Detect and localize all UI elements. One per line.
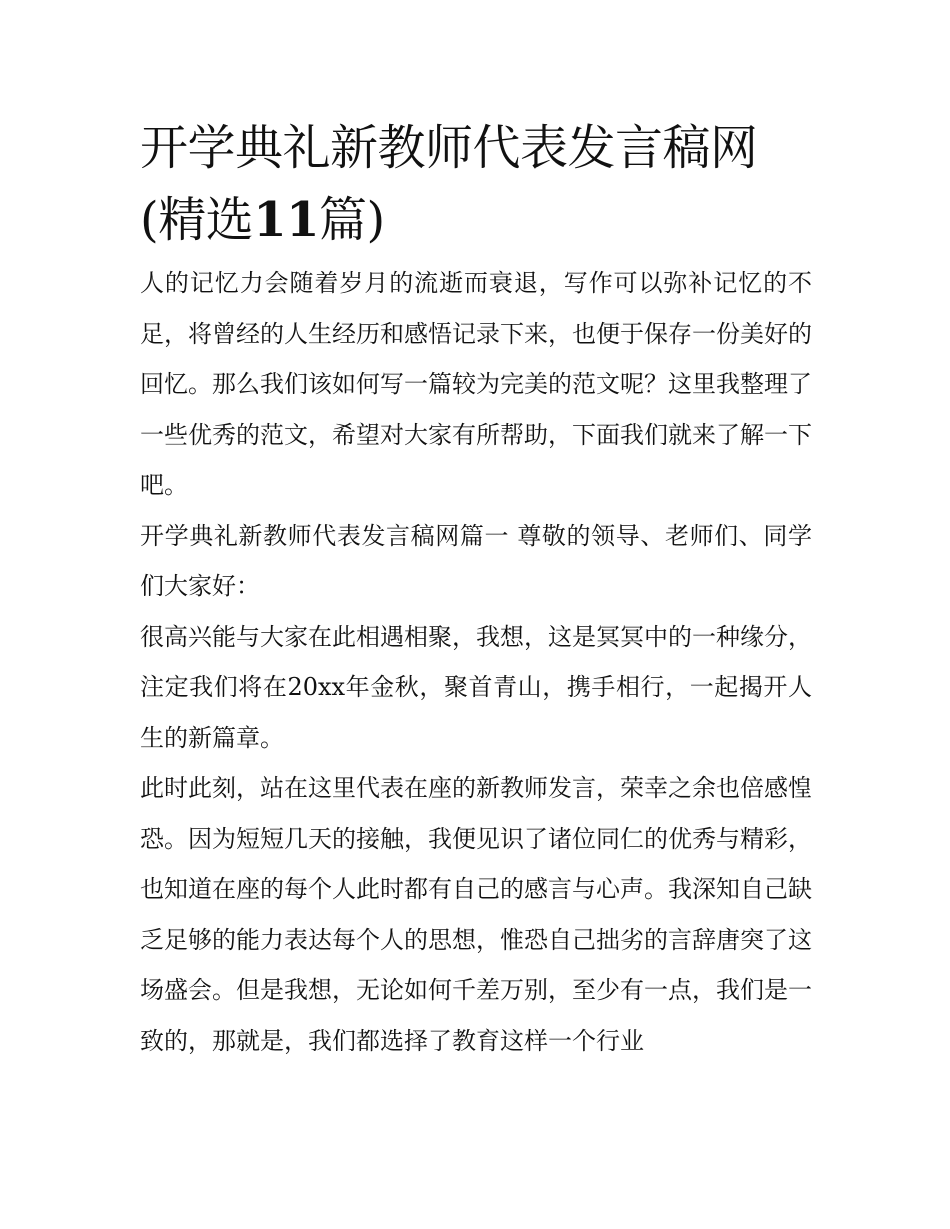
title-line-2-suffix: 篇) bbox=[319, 192, 385, 248]
title-line-2-number: 11 bbox=[253, 192, 320, 248]
body-paragraph: 很高兴能与大家在此相遇相聚，我想，这是冥冥中的一种缘分，注定我们将在20xx年金秋，聚首青山，携手相行，一起揭开人生的新篇章。 bbox=[140, 622, 812, 752]
document-title bbox=[140, 112, 812, 256]
body-paragraph: 此时此刻，站在这里代表在座的新教师发言，荣幸之余也倍感惶恐。因为短短几天的接触，我便见识了诸位同仁的优秀与精彩，也知道在座的每个人此时都有自己的感言与心声。我深知自己缺乏足够的能力表达每个人的思想，惟恐自己拙劣的言辞唐突了这场盛会。但是我想，无论如何千差万别，至少有一点，我们是一致的，那就是，我们都选择了教育这样一个行业 bbox=[140, 774, 812, 1055]
title-line-1: 开学典礼新教师代表发言稿网 bbox=[140, 120, 758, 176]
intro-paragraph: 人的记忆力会随着岁月的流逝而衰退，写作可以弥补记忆的不足，将曾经的人生经历和感悟记录下来，也便于保存一份美好的回忆。那么我们该如何写一篇较为完美的范文呢？这里我整理了一些优秀的范文，希望对大家有所帮助，下面我们就来了解一下吧。 bbox=[140, 269, 812, 499]
document-body bbox=[140, 112, 812, 1066]
section-heading-paragraph: 开学典礼新教师代表发言稿网篇一 尊敬的领导、老师们、同学们大家好： bbox=[140, 521, 812, 600]
title-line-2-prefix: (精选 bbox=[140, 192, 254, 248]
